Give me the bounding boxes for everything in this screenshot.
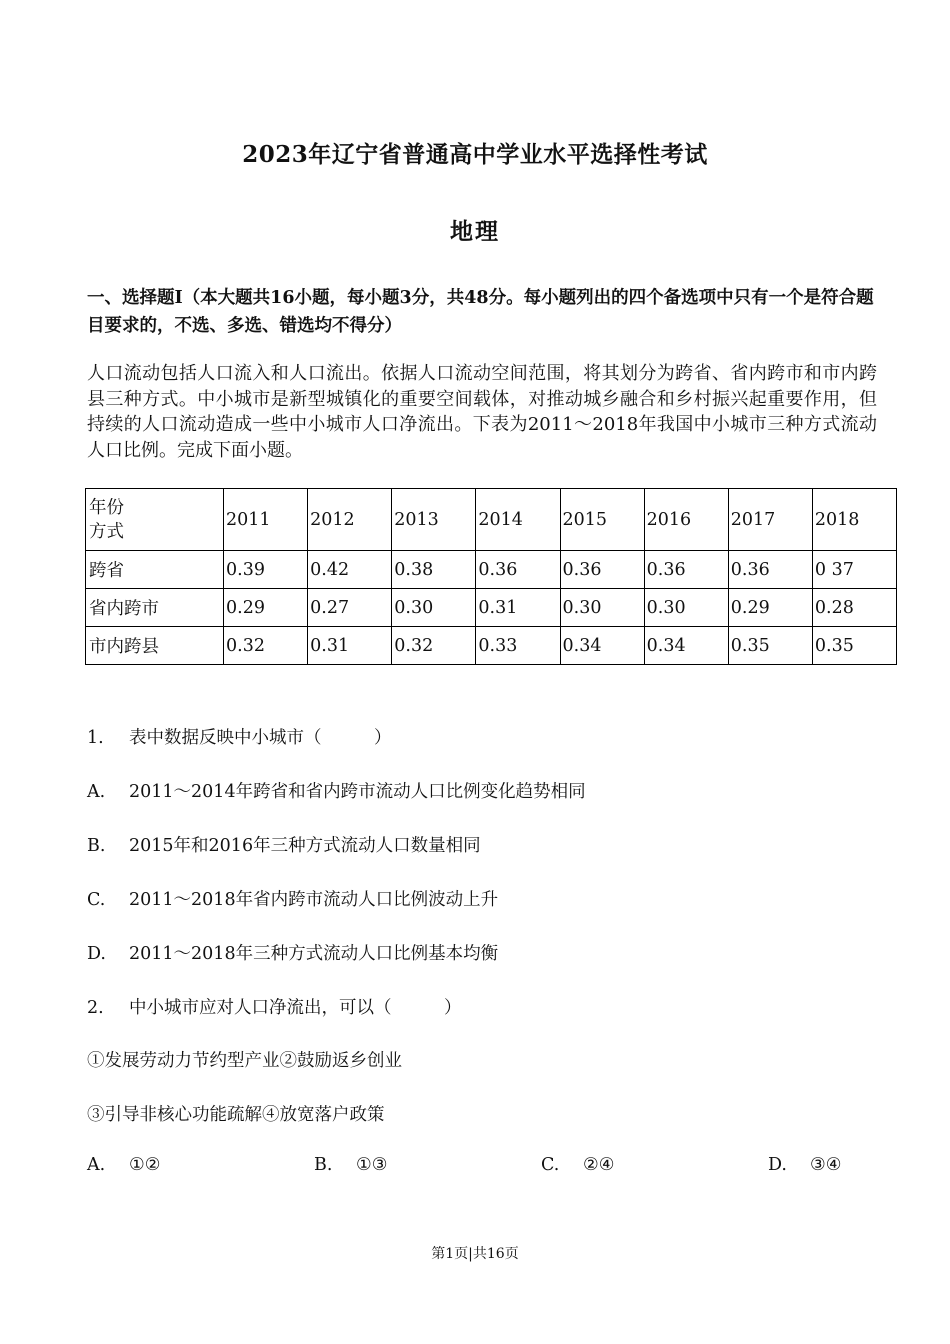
option-key: C. (541, 1155, 560, 1175)
value-cell: 0.38 (392, 551, 476, 589)
year-cell: 2017 (728, 489, 812, 551)
value-cell: 0.31 (308, 627, 392, 665)
row-label: 市内跨县 (86, 627, 224, 665)
question-2-option-a[interactable] (87, 1155, 160, 1175)
value-cell: 0.36 (476, 551, 560, 589)
value-cell: 0.39 (224, 551, 308, 589)
row-label: 跨省 (86, 551, 224, 589)
value-cell: 0.35 (812, 627, 896, 665)
option-key: D. (768, 1155, 787, 1175)
option-key: D. (87, 944, 106, 964)
value-cell: 0.29 (728, 589, 812, 627)
option-text: ③④ (810, 1155, 842, 1175)
question-2-option-c[interactable] (541, 1155, 614, 1175)
table-row (86, 589, 897, 627)
table-corner-cell (86, 489, 224, 551)
question-2-items-line-1: ①发展劳动力节约型产业②鼓励返乡创业 (87, 1051, 402, 1071)
section-heading: 一、选择题Ⅰ（本大题共16小题，每小题3分，共48分。每小题列出的四个备选项中只有一个是符合题目要求的，不选、多选、错选均不得分） (87, 288, 874, 336)
row-label: 省内跨市 (86, 589, 224, 627)
exam-title: 2023年辽宁省普通高中学业水平选择性考试 (242, 141, 708, 168)
option-text: 2015年和2016年三种方式流动人口数量相同 (129, 836, 481, 856)
year-cell: 2018 (812, 489, 896, 551)
question-2-options (87, 1155, 877, 1181)
table-header-row (86, 489, 897, 551)
table-row (86, 627, 897, 665)
header-year-label: 年份 (89, 497, 124, 518)
value-cell: 0.36 (560, 551, 644, 589)
question-text: 中小城市应对人口净流出，可以（ ） (129, 998, 462, 1018)
question-number: 1. (87, 728, 104, 748)
question-2-items-line-2: ③引导非核心功能疏解④放宽落户政策 (87, 1105, 385, 1125)
year-cell: 2014 (476, 489, 560, 551)
value-cell: 0.30 (560, 589, 644, 627)
option-text: ②④ (583, 1155, 615, 1175)
option-text: ①② (129, 1155, 161, 1175)
question-2-option-d[interactable] (768, 1155, 841, 1175)
passage-text: 人口流动包括人口流入和人口流出。依据人口流动空间范围，将其划分为跨省、省内跨市和市内跨县三种方式。中小城市是新型城镇化的重要空间载体，对推动城乡融合和乡村振兴起重要作用，但持续的人口流动造成一些中小城市人口净流出。下表为2011～2018年我国中小城市三种方式流动人口比例。完成下面小题。 (87, 363, 877, 461)
option-text: 2011～2018年省内跨市流动人口比例波动上升 (129, 890, 499, 910)
question-1-option-b[interactable] (87, 832, 481, 857)
question-1-option-a[interactable] (87, 778, 586, 803)
year-cell: 2016 (644, 489, 728, 551)
value-cell: 0.30 (392, 589, 476, 627)
value-cell: 0.35 (728, 627, 812, 665)
value-cell: 0.34 (560, 627, 644, 665)
question-1-option-c[interactable] (87, 886, 498, 911)
question-1-stem (87, 724, 392, 749)
value-cell: 0.42 (308, 551, 392, 589)
option-text: 2011～2018年三种方式流动人口比例基本均衡 (129, 944, 499, 964)
value-cell: 0.36 (644, 551, 728, 589)
option-key: A. (87, 1155, 106, 1175)
value-cell: 0.29 (224, 589, 308, 627)
value-cell: 0.30 (644, 589, 728, 627)
option-text: ①③ (356, 1155, 388, 1175)
value-cell: 0.33 (476, 627, 560, 665)
header-mode-label: 方式 (89, 521, 124, 542)
question-1-option-d[interactable] (87, 940, 498, 965)
year-cell: 2015 (560, 489, 644, 551)
question-text: 表中数据反映中小城市（ ） (129, 728, 392, 748)
value-cell: 0.27 (308, 589, 392, 627)
value-cell: 0.31 (476, 589, 560, 627)
value-cell: 0.32 (224, 627, 308, 665)
option-key: C. (87, 890, 106, 910)
population-flow-table (85, 488, 897, 665)
value-cell: 0.28 (812, 589, 896, 627)
value-cell: 0.32 (392, 627, 476, 665)
option-key: A. (87, 782, 106, 802)
question-number: 2. (87, 998, 104, 1018)
table-row (86, 551, 897, 589)
page-footer: 第1页|共16页 (431, 1246, 519, 1262)
option-text: 2011～2014年跨省和省内跨市流动人口比例变化趋势相同 (129, 782, 586, 802)
year-cell: 2013 (392, 489, 476, 551)
exam-subject: 地理 (450, 218, 500, 245)
question-2-option-b[interactable] (314, 1155, 387, 1175)
year-cell: 2012 (308, 489, 392, 551)
value-cell: 0.34 (644, 627, 728, 665)
value-cell: 0 37 (812, 551, 896, 589)
year-cell: 2011 (224, 489, 308, 551)
option-key: B. (87, 836, 106, 856)
value-cell: 0.36 (728, 551, 812, 589)
option-key: B. (314, 1155, 333, 1175)
question-2-stem (87, 994, 462, 1019)
